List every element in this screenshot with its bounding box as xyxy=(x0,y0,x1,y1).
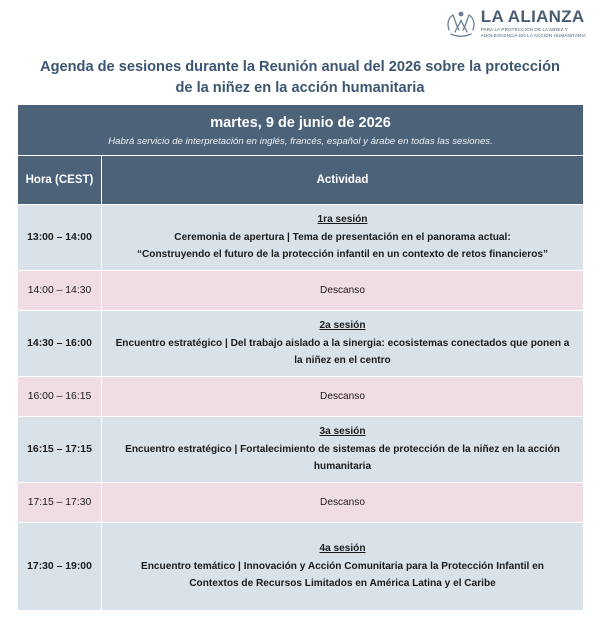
table-row xyxy=(18,523,584,611)
time-column-header: Hora (CEST) xyxy=(18,156,102,205)
table-row xyxy=(18,205,584,271)
agenda-table xyxy=(17,104,584,611)
activity-cell xyxy=(102,523,584,611)
table-header-row xyxy=(18,156,584,205)
session-description-line: la niñez en el centro xyxy=(294,355,391,367)
activity-cell xyxy=(102,205,584,271)
hands-logo-icon xyxy=(445,8,477,38)
session-description-line: Encuentro temático | Innovación y Acción Comunitaria para la Protección Infantil en xyxy=(141,560,544,572)
session-label: 1ra sesión xyxy=(317,214,368,226)
time-cell: 14:30 – 16:00 xyxy=(18,311,102,377)
table-row xyxy=(18,377,584,417)
session-description-line: Encuentro estratégico | Fortalecimiento de sistemas de protección de la niñez en la acción xyxy=(125,443,560,455)
activity-cell: Descanso xyxy=(102,377,584,417)
time-cell: 16:00 – 16:15 xyxy=(18,377,102,417)
interpretation-note: Habrá servicio de interpretación en inglés, francés, español y árabe en todas las sesiones. xyxy=(108,135,493,147)
session-date: martes, 9 de junio de 2026 xyxy=(210,114,391,131)
table-row xyxy=(18,483,584,523)
session-description-line: humanitaria xyxy=(313,461,372,473)
page-title-line-1: Agenda de sesiones durante la Reunión anual del 2026 sobre la protección xyxy=(40,59,560,75)
time-cell: 14:00 – 14:30 xyxy=(18,271,102,311)
time-cell: 16:15 – 17:15 xyxy=(18,417,102,483)
session-label: 4a sesión xyxy=(319,543,366,555)
activity-cell: Descanso xyxy=(102,271,584,311)
activity-cell: Descanso xyxy=(102,483,584,523)
time-cell: 17:30 – 19:00 xyxy=(18,523,102,611)
activity-cell xyxy=(102,311,584,377)
session-description-line: Encuentro estratégico | Del trabajo aislado a la sinergia: ecosistemas conectados que ponen a xyxy=(115,337,570,349)
table-row xyxy=(18,271,584,311)
date-row xyxy=(18,105,584,156)
session-description-line: “Construyendo el futuro de la protección infantil en un contexto de retos financieros” xyxy=(136,249,549,261)
date-cell xyxy=(18,105,584,156)
page-title xyxy=(0,57,600,99)
alliance-logo xyxy=(445,8,586,38)
logo-name: LA ALIANZA xyxy=(480,7,585,27)
activity-column-header: Actividad xyxy=(102,156,584,205)
session-label: 3a sesión xyxy=(319,426,366,438)
page-title-line-2: de la niñez en la acción humanitaria xyxy=(175,80,425,96)
table-row xyxy=(18,417,584,483)
table-row xyxy=(18,311,584,377)
time-cell: 17:15 – 17:30 xyxy=(18,483,102,523)
time-cell: 13:00 – 14:00 xyxy=(18,205,102,271)
logo-subtitle: PARA LA PROTECCIÓN DE LA NIÑEZ Y ADOLESCENCIA EN LA ACCIÓN HUMANITARIA xyxy=(480,27,586,38)
session-description-line: Ceremonia de apertura | Tema de presentación en el panorama actual: xyxy=(174,231,511,243)
activity-cell xyxy=(102,417,584,483)
session-label: 2a sesión xyxy=(319,320,366,332)
session-description-line: Contextos de Recursos Limitados en América Latina y el Caribe xyxy=(189,578,496,590)
